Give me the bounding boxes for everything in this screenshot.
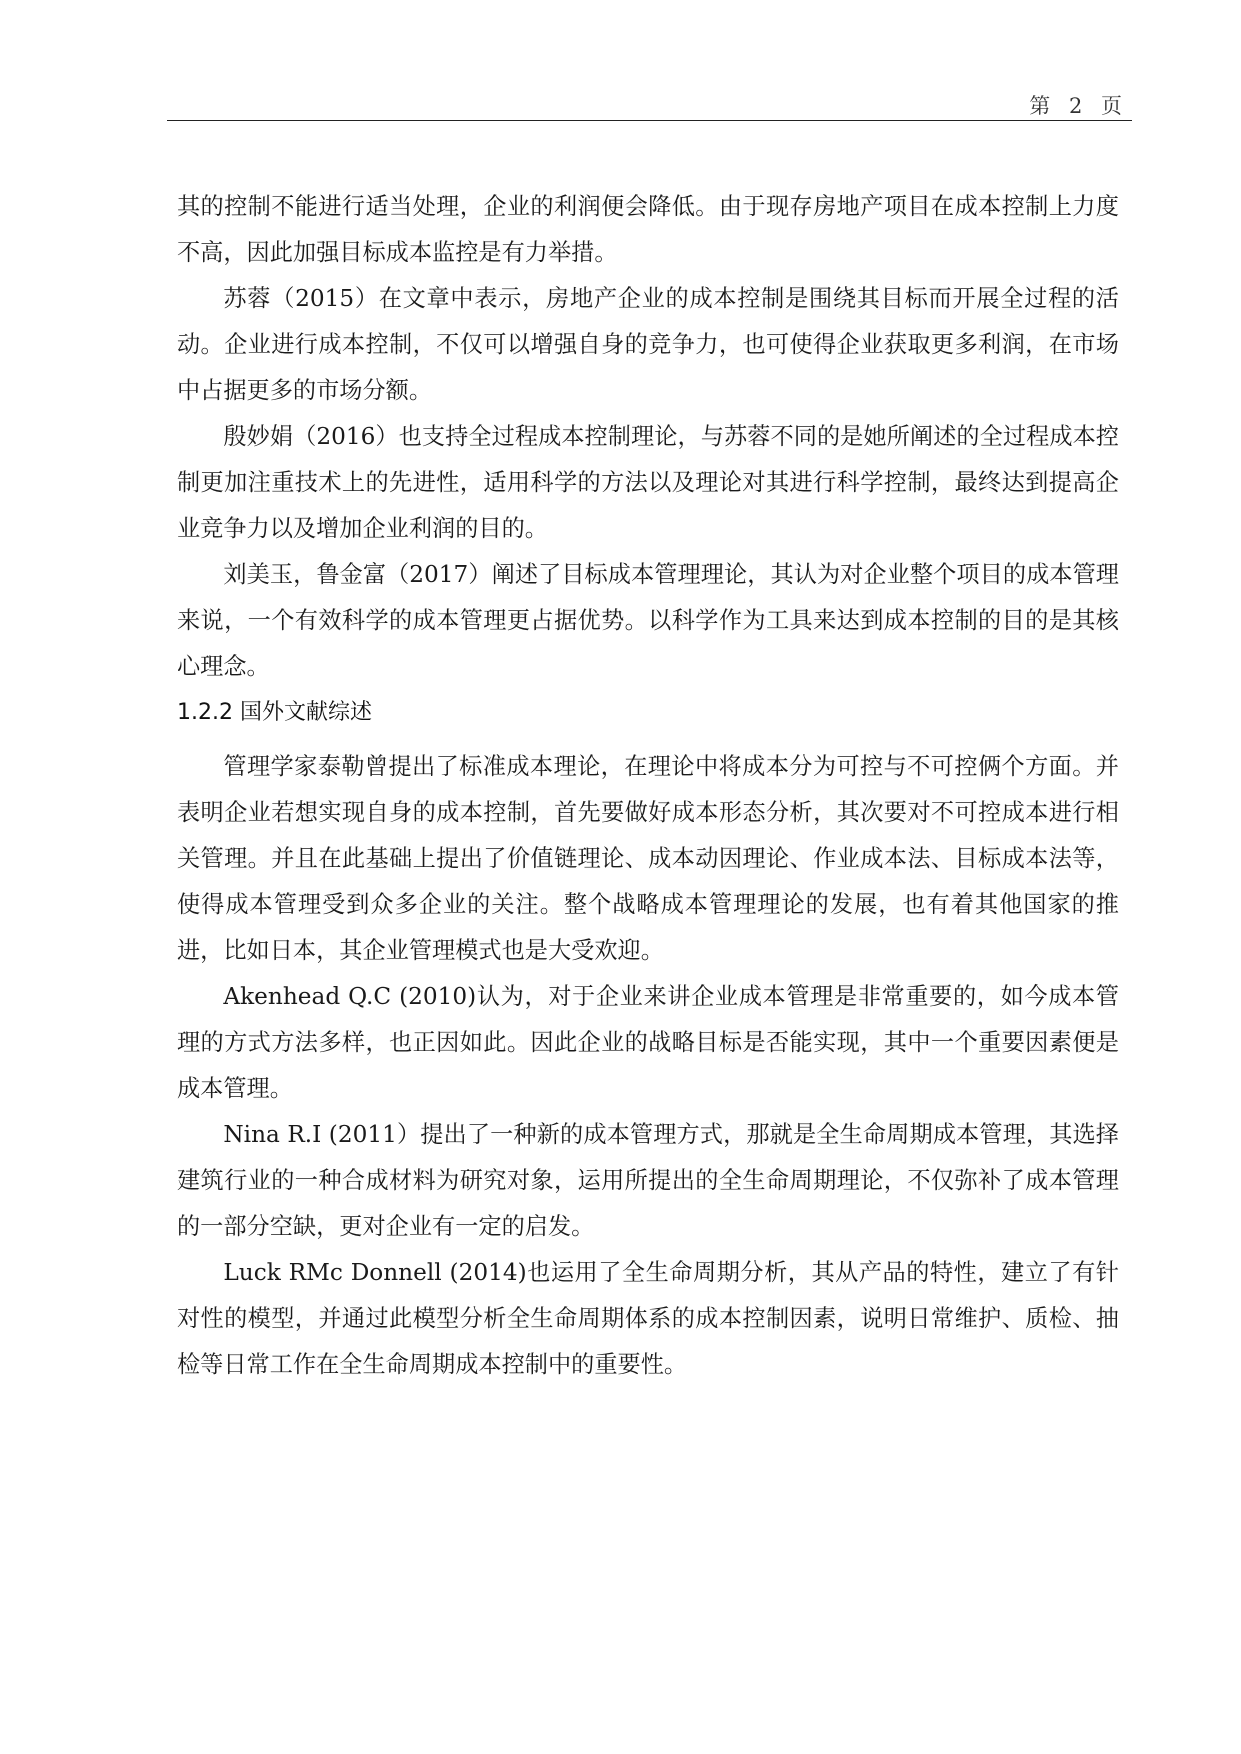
page-number: 第 2 页 xyxy=(1029,94,1128,118)
document-body xyxy=(177,184,1119,1388)
paragraph-nina: Nina R.I (2011）提出了一种新的成本管理方式，那就是全生命周期成本管理，其选择建筑行业的一种合成材料为研究对象，运用所提出的全生命周期理论，不仅弥补了成本管理的一部分空缺，更对企业有一定的启发。 xyxy=(177,1121,1119,1240)
paragraph-luck: Luck RMc Donnell (2014)也运用了全生命周期分析，其从产品的特性，建立了有针对性的模型，并通过此模型分析全生命周期体系的成本控制因素，说明日常维护、质检、抽检等日常工作在全生命周期成本控制中的重要性。 xyxy=(177,1259,1119,1378)
paragraph-liu-meiyu: 刘美玉，鲁金富（2017）阐述了目标成本管理理论，其认为对企业整个项目的成本管理来说，一个有效科学的成本管理更占据优势。以科学作为工具来达到成本控制的目的是其核心理念。 xyxy=(177,561,1119,680)
paragraph-continuation: 其的控制不能进行适当处理，企业的利润便会降低。由于现存房地产项目在成本控制上力度不高，因此加强目标成本监控是有力举措。 xyxy=(177,193,1119,266)
paragraph-taylor: 管理学家泰勒曾提出了标准成本理论，在理论中将成本分为可控与不可控俩个方面。并表明企业若想实现自身的成本控制，首先要做好成本形态分析，其次要对不可控成本进行相关管理。并且在此基础上提出了价值链理论、成本动因理论、作业成本法、目标成本法等，使得成本管理受到众多企业的关注。整个战略成本管理理论的发展，也有着其他国家的推进，比如日本，其企业管理模式也是大受欢迎。 xyxy=(177,753,1119,964)
paragraph-yin-miaojuan: 殷妙娟（2016）也支持全过程成本控制理论，与苏蓉不同的是她所阐述的全过程成本控制更加注重技术上的先进性，适用科学的方法以及理论对其进行科学控制，最终达到提高企业竞争力以及增加企业利润的目的。 xyxy=(177,423,1119,542)
page-header xyxy=(167,88,1132,121)
paragraph-su-rong: 苏蓉（2015）在文章中表示，房地产企业的成本控制是围绕其目标而开展全过程的活动。企业进行成本控制，不仅可以增强自身的竞争力，也可使得企业获取更多利润，在市场中占据更多的市场分额。 xyxy=(177,285,1119,404)
section-heading: 1.2.2 国外文献综述 xyxy=(177,700,372,725)
paragraph-akenhead: Akenhead Q.C (2010)认为，对于企业来讲企业成本管理是非常重要的，如今成本管理的方式方法多样，也正因如此。因此企业的战略目标是否能实现，其中一个重要因素便是成本管理。 xyxy=(177,983,1119,1102)
